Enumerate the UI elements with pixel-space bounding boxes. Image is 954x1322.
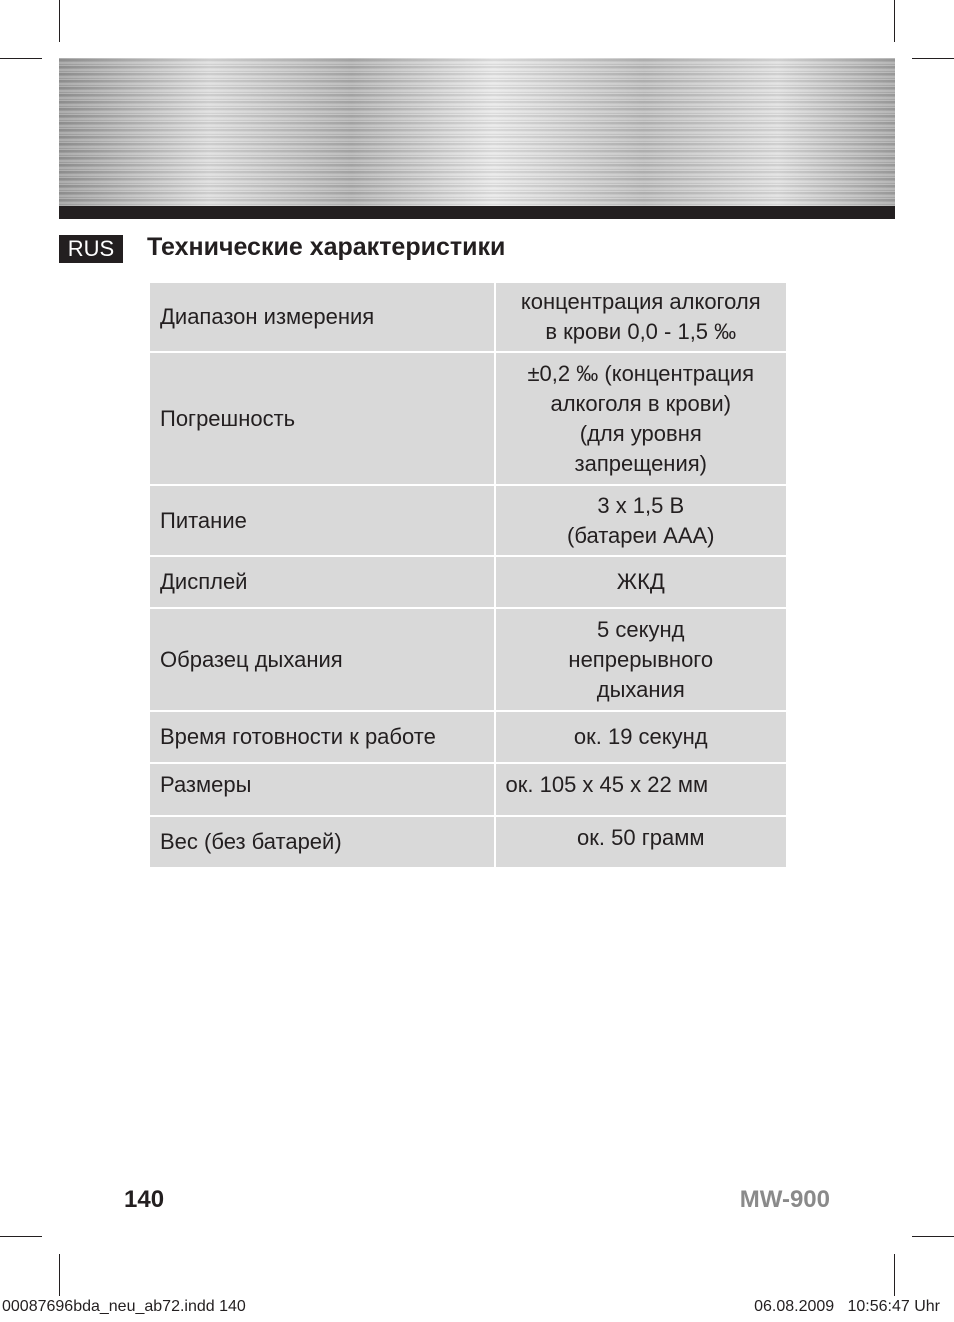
page-number: 140 bbox=[124, 1186, 165, 1213]
table-row bbox=[149, 556, 787, 608]
crop-mark bbox=[894, 0, 895, 42]
table-row bbox=[149, 816, 787, 868]
table-row bbox=[149, 352, 787, 485]
spec-value-line: 5 секунд bbox=[597, 616, 685, 642]
spec-value-line: концентрация алкоголя bbox=[520, 289, 761, 314]
crop-mark bbox=[912, 1236, 954, 1237]
page-title: Технические характеристики bbox=[147, 233, 506, 261]
spec-value bbox=[495, 711, 787, 763]
table-row bbox=[149, 763, 787, 816]
print-slug-file: 00087696bda_neu_ab72.indd 140 bbox=[2, 1298, 246, 1315]
spec-value-line: ок. 105 x 45 x 22 мм bbox=[505, 772, 709, 797]
spec-label: Диапазон измерения bbox=[149, 282, 495, 352]
spec-label: Дисплей bbox=[149, 556, 495, 608]
table-row bbox=[149, 485, 787, 556]
print-slug-date: 06.08.2009 10:56:47 Uhr bbox=[754, 1298, 940, 1315]
spec-value-line: ок. 19 секунд bbox=[573, 724, 708, 749]
spec-value-line: ок. 50 грамм bbox=[577, 825, 705, 850]
table-row bbox=[149, 711, 787, 763]
crop-mark bbox=[59, 1254, 60, 1296]
spec-value bbox=[495, 816, 787, 868]
spec-value-line: 3 х 1,5 В bbox=[597, 492, 685, 518]
spec-label: Время готовности к работе bbox=[149, 711, 495, 763]
model-name: MW-900 bbox=[739, 1186, 830, 1213]
language-badge: RUS bbox=[59, 235, 123, 263]
spec-value-line: (для уровня bbox=[579, 420, 702, 446]
spec-value-line: в крови 0,0 - 1,5 ‰ bbox=[545, 319, 737, 344]
spec-value-line: (батареи ААА) bbox=[567, 522, 715, 548]
spec-value-line: дыхания bbox=[596, 676, 685, 702]
specifications-table bbox=[148, 281, 788, 869]
spec-label: Погрешность bbox=[149, 352, 495, 485]
brushed-metal-banner bbox=[59, 58, 895, 206]
crop-mark bbox=[59, 0, 60, 42]
spec-value bbox=[495, 608, 787, 711]
crop-mark bbox=[0, 58, 42, 59]
spec-value-line: ЖКД bbox=[616, 569, 665, 594]
spec-value bbox=[495, 282, 787, 352]
spec-label: Питание bbox=[149, 485, 495, 556]
spec-value bbox=[495, 763, 787, 816]
table-row bbox=[149, 608, 787, 711]
crop-mark bbox=[912, 58, 954, 59]
table-row bbox=[149, 282, 787, 352]
spec-value bbox=[495, 485, 787, 556]
spec-value-line: непрерывного bbox=[568, 646, 714, 672]
crop-mark bbox=[0, 1236, 42, 1237]
spec-label: Размеры bbox=[149, 763, 495, 816]
spec-value-line: ±0,2 ‰ (концентрация bbox=[527, 360, 755, 386]
spec-label: Образец дыхания bbox=[149, 608, 495, 711]
spec-label: Вес (без батарей) bbox=[149, 816, 495, 868]
banner-bar bbox=[59, 206, 895, 219]
spec-value bbox=[495, 556, 787, 608]
crop-mark bbox=[894, 1254, 895, 1296]
spec-value-line: запрещения) bbox=[574, 450, 707, 476]
spec-value-line: алкоголя в крови) bbox=[550, 390, 732, 416]
spec-value bbox=[495, 352, 787, 485]
